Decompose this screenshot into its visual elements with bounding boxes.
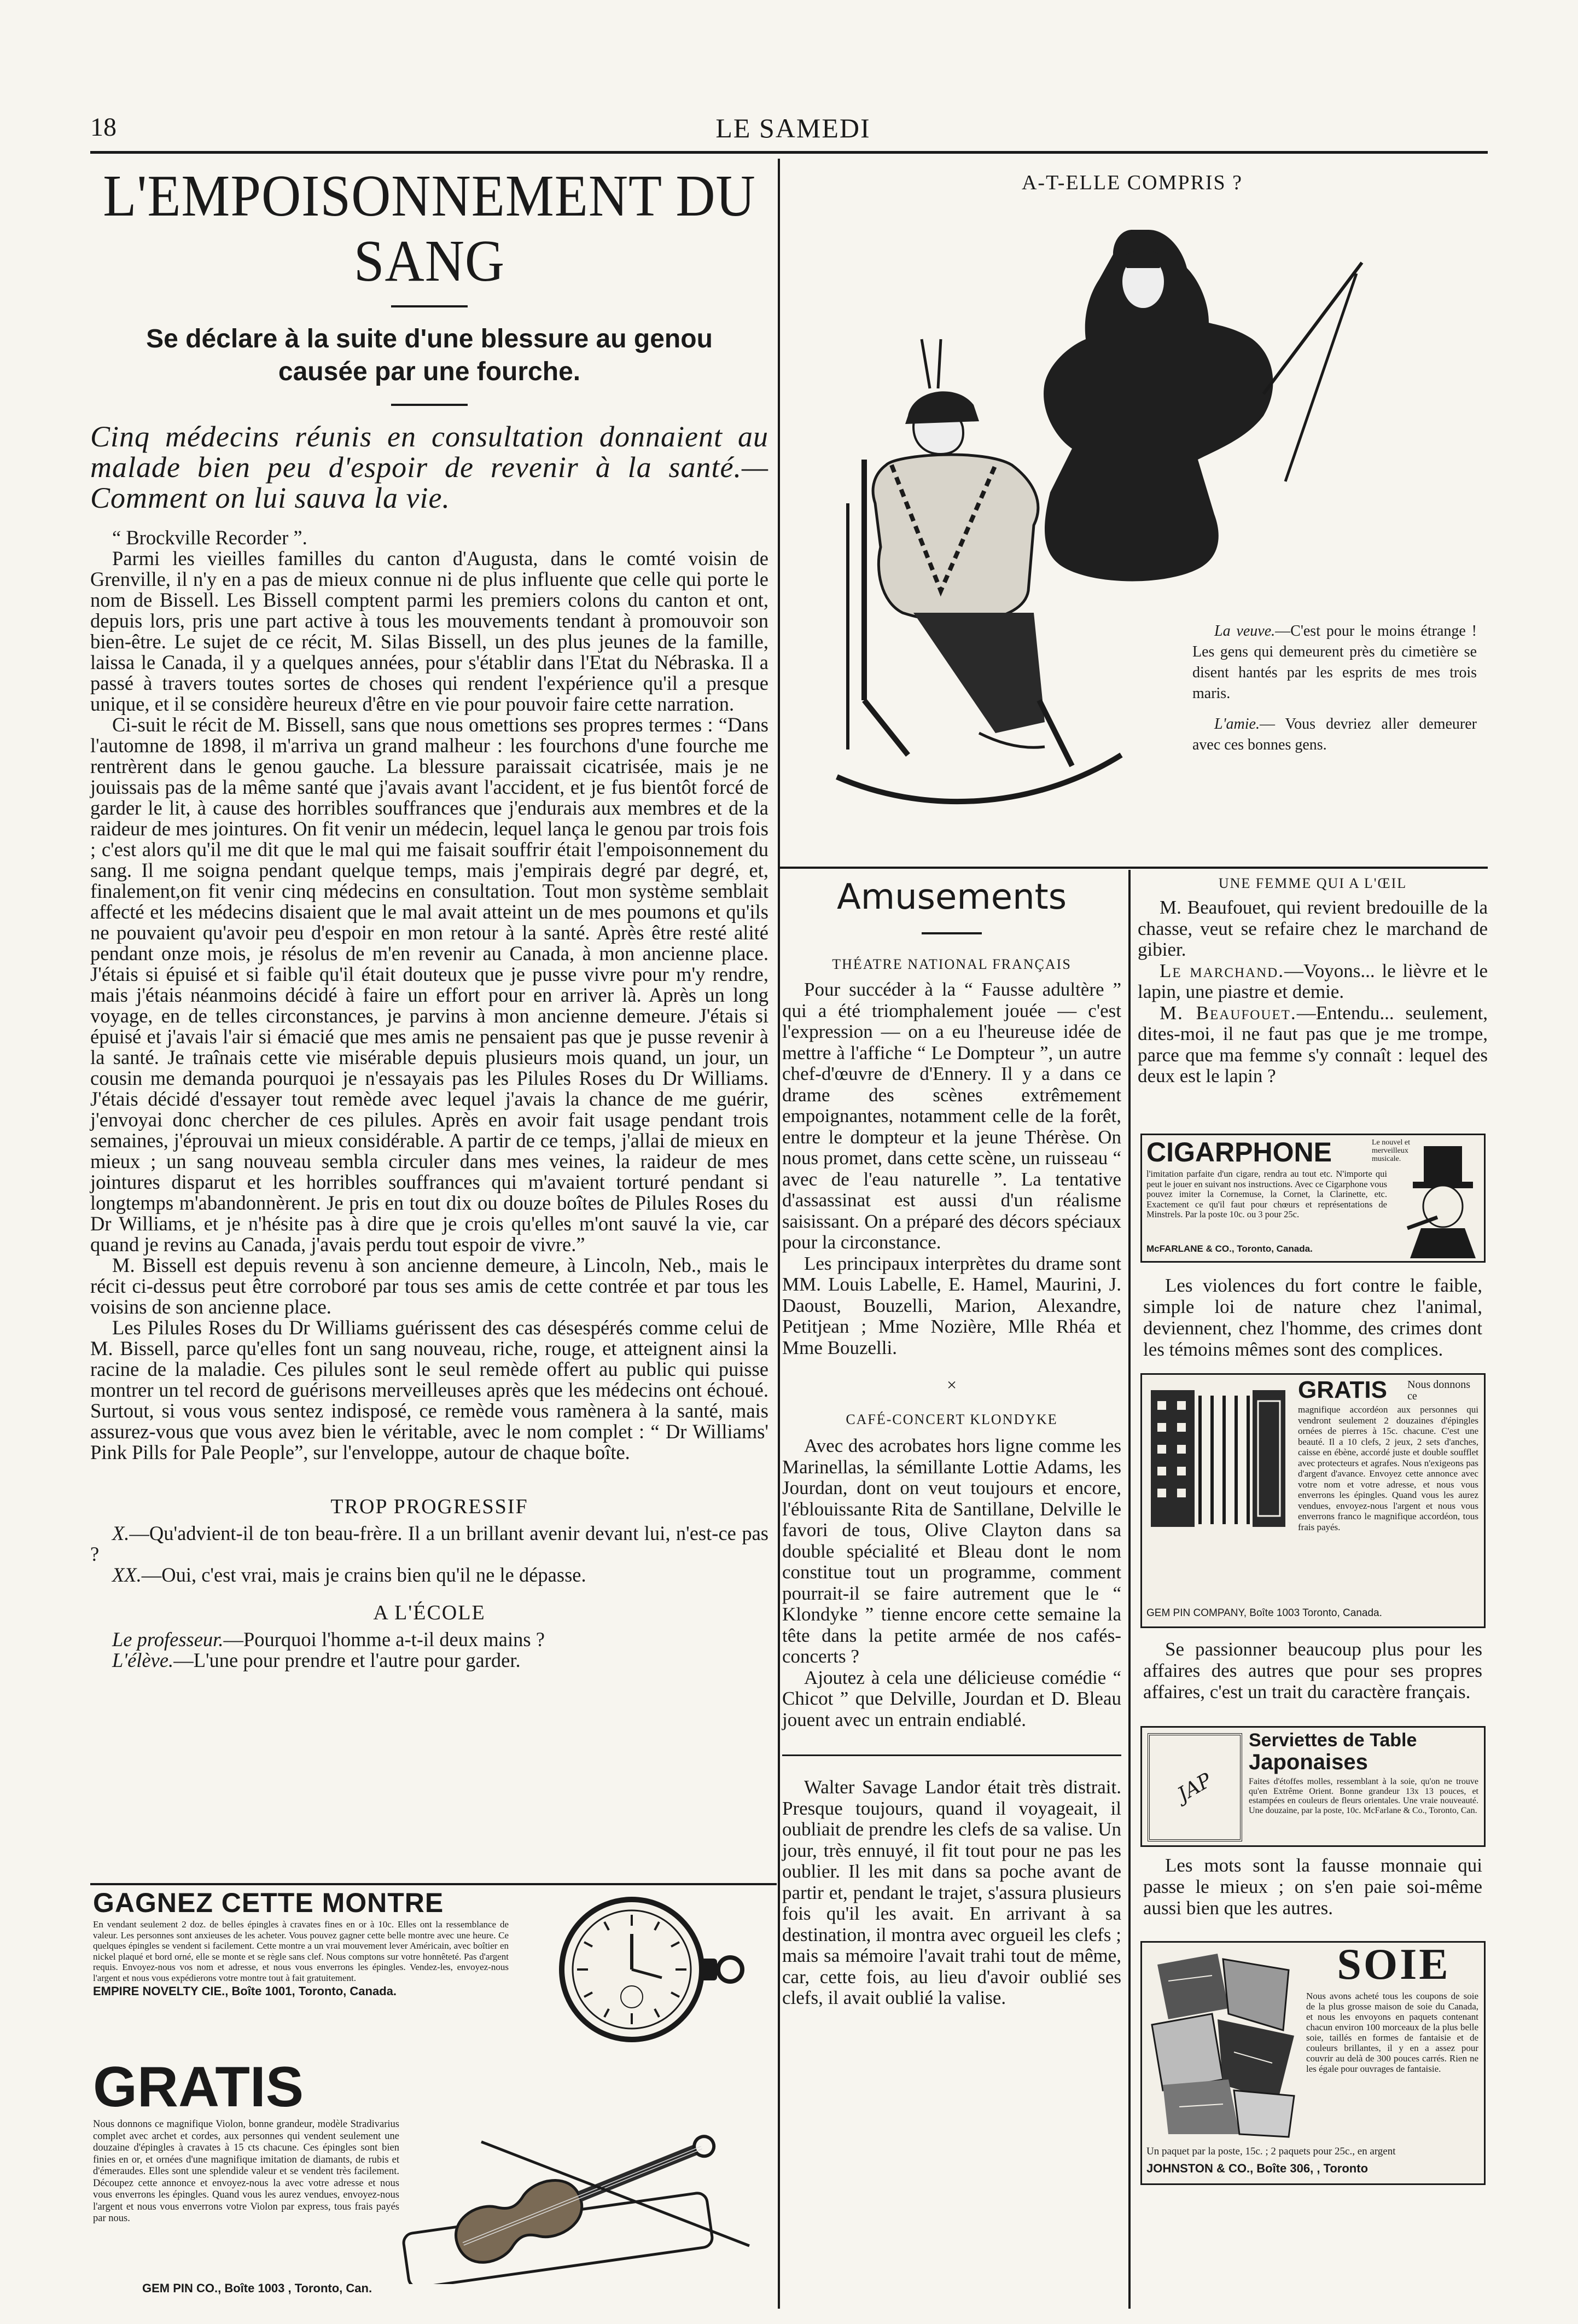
femme-oeil-paragraph: [1138, 1003, 1488, 1087]
joke-line: [90, 1523, 768, 1565]
speaker-text: —Entendu... seulement, dites-moi, il ne faut pas que je me trompe, parce que ma femme s'y connaît : lequel des deux est le lapin ?: [1138, 1002, 1488, 1087]
ad-violon-footer: GEM PIN CO., Boîte 1003 , Toronto, Can.: [142, 2281, 372, 2295]
article-italic-lead: Cinq médecins réunis en consultation donnaient au malade bien peu d'espoir de revenir à la santé.—Comment on lui sauva la vie.: [90, 420, 768, 514]
joke-text: —L'une pour prendre et l'autre pour garder.: [173, 1649, 521, 1671]
ad-soie-footer: JOHNSTON & CO., Boîte 306, , Toronto: [1146, 2162, 1369, 2175]
ad-cigarphone-footer: McFARLANE & CO., Toronto, Canada.: [1146, 1244, 1313, 1254]
article-paragraph: Parmi les vieilles familles du canton d'Augusta, dans le comté voisin de Grenville, il n'y en a pas de mieux connue ni de plus influente que celle qui porte le nom de Bissell. Les Bissell comptent parmi les premiers colons du canton et ont, depuis lors, pris une part active à tous les mouvements tendant à promouvoir son bien-être. Le sujet de ce récit, M. Silas Bissell, un des plus jeunes de la famille, laissa le Canada, il y a quelques années, pour s'établir dans l'Etat du Nébraska. Il a passé à travers toutes sortes de choses qui rendent l'expérience qu'il a presque unique, et il se considère heureux d'être en vie pour pouvoir faire cette narration.: [90, 547, 768, 715]
joke-title: A L'ÉCOLE: [373, 1601, 486, 1624]
thought-violences: Les violences du fort contre le faible, simple loi de nature chez l'animal, deviennent, chez l'homme, des crimes dont les témoins mêmes sont des complices.: [1143, 1275, 1482, 1360]
speaker-text: —Voyons... le lièvre et le lapin, une piastre et demie.: [1138, 960, 1488, 1002]
subtitle-rule: [391, 404, 468, 406]
column-rule-right: [1128, 870, 1131, 2309]
article-subtitle: Se déclare à la suite d'une blessure au genou causée par une fourche.: [146, 324, 713, 386]
article-paragraph: M. Bissell est depuis revenu à son ancienne demeure, à Lincoln, Neb., mais le récit ci-dessus peut être corroboré par tous ses amis de cette contrée et par tous les voisins de son ancienne place.: [90, 1254, 768, 1318]
joke-speaker: XX.: [112, 1564, 142, 1586]
amusements-paragraph: Avec des acrobates hors ligne comme les Marinellas, la sémillante Lottie Adams, les Jourdan, dont on veut toujours et encore, l'éblouissante Rita de Santillane, Delville le favori de tous, Olive Clayton dans sa double spécialité et Bleau dont le nom constitue tout un programme, comment pourrait-il se faire autrement que le “ Klondyke ” tienne encore cette semaine la tête dans la petite armée de nos cafés-concerts ?: [782, 1435, 1121, 1667]
ad-cigarphone: [1140, 1134, 1486, 1263]
article-source: “ Brockville Recorder ”.: [112, 526, 307, 549]
article-paragraph: Ci-suit le récit de M. Bissell, sans que nous omettions ses propres termes : “Dans l'automne de 1898, il m'arriva un grand malheur : les fourchons d'une fourche me rentrèrent dans le genou gauche. La blessure paraissait cicatrisée, mais je ne jouissais pas de la même santé que j'avais avant l'accident, et je fus bientôt forcé de garder le lit, à cause des horribles souffrances que j'endurais aux membres et de la raideur de mes jointures. On fit venir un médecin, lequel lança le genou par trois fois ; c'est alors qu'il me dit que le mal qui me faisait souffrir était l'empoisonnement du sang. Il me soigna pendant quelque temps, mais j'empirais degré par degré, et, finalement,on fit venir cinq médecins en consultation. Tout mon système semblait affecté et les médecins disaient que le mal avait atteint un de mes poumons et qu'ils ne pouvaient qu'avoir peu d'espoir en mon retour à la santé. Après être resté alité pendant onze mois, je résolus de m'en revenir au Canada, à mon ancienne place. J'étais si épuisé et si faible qu'il était douteux que je pusse vivre pour m'y rendre, mais j'étais néanmoins décidé à faire un effort pour en arriver là. Après un long voyage, en de telles circonstances, je parvins à mon ancienne demeure. J'étais si épuisé et j'avais l'air si émacié que mes amis ne pensaient pas que je pusse revenir à la santé. Je traînais cette vie misérable depuis plusieurs mois quand, un jour, un cousin me demanda pourquoi je n'essayais pas les Pilules Roses du Dr Williams. J'étais décidé d'essayer tout remède avec lequel j'avais la chance de me guérir, j'envoyai donc chercher de ces pilules. Après en avoir fait usage pendant trois semaines, j'éprouvai un mieux considérable. A partir de ce temps, j'allai de mieux en mieux ; un sang nouveau sembla circuler dans mes veines, la raideur de mes jointures disparut et les horribles souffrances qui m'avaient torturé pendant si longtemps m'abandonnèrent. Je pris en tout dix ou douze boîtes de Pilules Roses du Dr Williams, et je n'hésite pas à dire que je crois qu'elles m'ont sauvé la vie, car quand je revins au Canada, j'avais perdu tout espoir de vivre.”: [90, 713, 768, 1256]
silk-patches-icon: [1146, 1948, 1300, 2140]
accordion-icon: [1145, 1379, 1290, 1543]
ad-montre-text: En vendant seulement 2 doz. de belles épingles à cravates fines en or à 10c. Elles ont la ressemblance de valeur. Les personnes sont anxieuses de les acheter. Vous pouvez gagner cette belle montre avec une heure. Ce quelques épingles se vendent si facilement. Cette montre a un vrai mouvement lever Américain, avec boîtier en nickel plaqué et bord orné, elle se monte et se règle sans clef. Nous comptons sur votre honnêteté. Pas d'argent requis. Envoyez-nous vos nom et adresse, et nous vous enverrons les épingles. Vendez-les, envoyez-nous l'argent et nous vous expédierons votre montre tout à fait gratuitement.: [93, 1919, 509, 1983]
cafe-concert-title: CAFÉ-CONCERT KLONDYKE: [846, 1411, 1058, 1427]
article: [90, 159, 768, 1671]
joke-speaker: Le professeur.: [112, 1628, 224, 1651]
caption-speaker: La veuve.: [1214, 623, 1276, 640]
amusements-paragraph: Ajoutez à cela une délicieuse comédie “ Chicot ” que Delville, Jourdan et D. Bleau jouent avec un entrain endiablé.: [782, 1666, 1121, 1730]
speaker-label: M. Beaufouet.: [1160, 1002, 1297, 1024]
ad-montre-headline: GAGNEZ CETTE MONTRE: [93, 1887, 444, 1918]
thought-passionner: Se passionner beaucoup plus pour les affaires des autres que pour ses propres affaires, c'est un trait du caractère français.: [1143, 1639, 1482, 1703]
femme-oeil-paragraph: [1138, 961, 1488, 1003]
pocket-watch-icon: [495, 1887, 779, 2052]
illustration-title: A-T-ELLE COMPRIS ?: [1021, 171, 1243, 194]
joke-line: [90, 1565, 768, 1585]
joke-line: [90, 1650, 768, 1671]
ad-serviettes: [1140, 1726, 1486, 1847]
joke-title: TROP PROGRESSIF: [330, 1495, 528, 1518]
ad-cigarphone-side: Le nouvel et merveilleux musicale.: [1372, 1138, 1410, 1163]
joke-text: —Qu'advient-il de ton beau-frère. Il a un brillant avenir devant lui, n'est-ce pas ?: [90, 1522, 768, 1565]
ad-soie-order: Un paquet par la poste, 15c. ; 2 paquets pour 25c., en argent: [1146, 2146, 1396, 2157]
man-with-cigar-icon: [1405, 1141, 1481, 1258]
amusements-title: Amusements: [836, 877, 1067, 917]
femme-oeil-paragraph: M. Beaufouet, qui revient bredouille de la chasse, veut se refaire chez le marchand de gibier.: [1138, 897, 1488, 960]
thought-mots: Les mots sont la fausse monnaie qui passe le mieux ; on s'en paie soi-même aussi bien que les autres.: [1143, 1855, 1482, 1919]
illustration-two-women: [815, 208, 1482, 853]
caption-line: [1192, 714, 1477, 756]
caption-speaker: L'amie.: [1214, 716, 1260, 733]
ad-soie: [1140, 1941, 1486, 2185]
ad-serviettes-headline1: Serviettes de Table: [1249, 1730, 1417, 1751]
femme-oeil-title: UNE FEMME QUI A L'ŒIL: [1218, 875, 1407, 891]
ad-accordeon-side: Nous donnons ce: [1407, 1379, 1471, 1402]
ad-gratis-accordeon: [1140, 1373, 1486, 1628]
ad-accordeon-text: magnifique accordéon aux personnes qui vendront seulement 2 douzaines d'épingles ornées de pierres à 15c. chacune. C'est une beauté. Il a 10 clefs, 2 jeux, 2 sets d'anches, caisse en ébène, accordé juste et double soufflet avec protecteurs et agrafes. Nous n'exigeons pas d'argent d'avance. Envoyez cette annonce avec votre nom et votre adresse, et nous vous enverrons les épingles. Quand vous les aurez vendues, envoyez-nous l'argent et nous vous enverrons franco le magnifique accordéon, tous frais payés.: [1298, 1404, 1478, 1532]
ad-montre-footer: EMPIRE NOVELTY CIE., Boîte 1001, Toronto, Canada.: [93, 1984, 397, 1998]
ad-montre: [93, 1889, 509, 2053]
joke-text: —Oui, c'est vrai, mais je crains bien qu'il ne le dépasse.: [141, 1564, 586, 1586]
ad-cigarphone-text: l'imitation parfaite d'un cigare, rendra au tout etc. N'importe qui peut le jouer en suivant nos instructions. Avec ce Cigarphone vous pouvez imiter la Cornemuse, la Cornet, la Clarinette, etc. Exactement ce qu'il faut pour chœurs et représentations de Minstrels. Par la poste 10c. ou 3 pour 25c.: [1146, 1169, 1387, 1219]
theatre-title: THÉATRE NATIONAL FRANÇAIS: [832, 956, 1072, 972]
ad-soie-headline: SOIE: [1337, 1941, 1451, 1989]
ad-serviettes-text: Faites d'étoffes molles, ressemblant à la soie, qu'on ne trouve qu'en Extrême Orient. Bonne grandeur 13x 13 pouces, et estampées en couleurs de fleurs orientales. Une vraie nouveauté. Une douzaine, par la poste, 10c. McFarlane & Co., Toronto, Can.: [1249, 1777, 1478, 1815]
page-number: 18: [90, 113, 117, 142]
caption-text: — Vous devriez aller demeurer avec ces bonnes gens.: [1192, 716, 1477, 753]
rule-above-montre-ad: [90, 1883, 777, 1885]
ad-serviettes-headline2: Japonaises: [1249, 1750, 1368, 1774]
violin-icon: [399, 2109, 771, 2284]
joke-line: [90, 1629, 768, 1650]
ad-accordeon-headline: GRATIS: [1298, 1376, 1387, 1403]
amusements-paragraph: Les principaux interprètes du drame sont MM. Louis Labelle, E. Hamel, Maurini, J. Daoust, Bouzelli, Marion, Alexandre, Petitjean ; Mme Nozière, Mlle Rhéa et Mme Bouzelli.: [782, 1252, 1121, 1358]
article-title: L'EMPOISONNEMENT DU SANG: [103, 163, 756, 294]
caption-line: [1192, 621, 1477, 704]
amusements-rule: [922, 932, 982, 934]
illustration-caption: [1192, 621, 1477, 756]
amusements-column: [782, 875, 1121, 2009]
section-separator: ×: [946, 1375, 957, 1395]
joke-speaker: X.: [112, 1522, 130, 1544]
ad-violon-headline: GRATIS: [93, 2055, 304, 2119]
landor-anecdote: Walter Savage Landor était très distrait. Presque toujours, quand il voyageait, il oubliait de prendre les clefs de sa valise. Un jour, très ennuyé, il fit tout pour ne pas les oublier. Il les mit dans sa poche avant de partir et, pendant le trajet, s'assura plusieurs fois qu'il les avait. En arrivant à sa destination, il montra avec orgueil les clefs ; mais sa mémoire l'avait trahi tout de même, car, cette fois, au lieu d'avoir oublié ses clefs, il avait oublié la valise.: [782, 1776, 1121, 2008]
amusements-end-rule: [782, 1754, 1121, 1756]
speaker-label: Le marchand.: [1160, 960, 1284, 981]
title-rule: [391, 305, 468, 307]
ad-accordeon-footer: GEM PIN COMPANY, Boîte 1003 Toronto, Canada.: [1146, 1607, 1382, 1619]
amusements-paragraph: Pour succéder à la “ Fausse adultère ” qui a été triomphalement jouée — c'est l'expression — on a eu l'heureuse idée de mettre à l'affiche “ Le Dompteur ”, un autre chef-d'œuvre de d'Ennery. Il y a dans ce drame des scènes extrêmement empoignantes, notamment celle de la forêt, entre le dompteur et la jeune Thérèse. On nous promet, dans cette scène, un ruisseau “ avec de l'eau naturelle ”. La tentative d'assassinat est aussi d'un réalisme saisissant. On a préparé des décors spéciaux pour la circonstance.: [782, 979, 1121, 1253]
ad-violon-text: Nous donnons ce magnifique Violon, bonne grandeur, modèle Stradivarius complet avec archet et cordes, aux personnes qui vendent seulement une douzaine d'épingles à cravates à 15 cts chacune. Ces épingles sont bien finies en or, et ornées d'une magnifique imitation de diamants, de rubis et d'émeraudes. Elles sont une splendide valeur et se vendent très facilement. Découpez cette annonce et envoyez-nous la avec votre adresse et nous vous enverrons les épingles. Quand vous les aurez vendues, envoyez-nous l'argent et nous vous enverrons votre Violon par express, tous frais payés par nous.: [93, 2119, 399, 2224]
joke-text: —Pourquoi l'homme a-t-il deux mains ?: [223, 1628, 545, 1651]
journal-title: LE SAMEDI: [715, 113, 871, 143]
ad-serviettes-logo-text: JAP: [1174, 1769, 1216, 1806]
femme-oeil: [1138, 875, 1488, 1087]
rule-below-illustration: [779, 867, 1488, 869]
caption-text: —C'est pour le moins étrange ! Les gens qui demeurent près du cimetière se disent hantés par les esprits de mes trois maris.: [1192, 623, 1477, 702]
ad-serviettes-logo: [1148, 1733, 1242, 1841]
ad-cigarphone-headline: CIGARPHONE: [1146, 1137, 1332, 1167]
header-rule: [90, 151, 1488, 154]
article-paragraph: Les Pilules Roses du Dr Williams guérissent des cas désespérés comme celui de M. Bissell, parce qu'elles font un sang nouveau, riche, rouge, et atteignent ainsi la racine de la maladie. Ces pilules sont le seul remède offert au public qui puisse montrer un tel record de guérisons merveilleuses après que les médecins ont échoué. Surtout, si vous vous sentez indisposé, ce remède vous ramènera à la santé, mais assurez-vous que vous avez bien le véritable, avec le nom complet : “ Dr Williams' Pink Pills for Pale People”, sur l'enveloppe, autour de chaque boîte.: [90, 1316, 768, 1463]
joke-speaker: L'élève.: [112, 1649, 174, 1671]
ad-soie-text: Nous avons acheté tous les coupons de soie de la plus grosse maison de soie du Canada, et nous les envoyons en paquets contenant chacun environ 100 morceaux de la plus belle soie, taillés en formes de fantaisie et de couleurs brillantes, il y en a assez pour couvrir au delà de 300 pouces carrés. Rien ne les égale pour ouvrages de fantaisie.: [1306, 1991, 1478, 2074]
